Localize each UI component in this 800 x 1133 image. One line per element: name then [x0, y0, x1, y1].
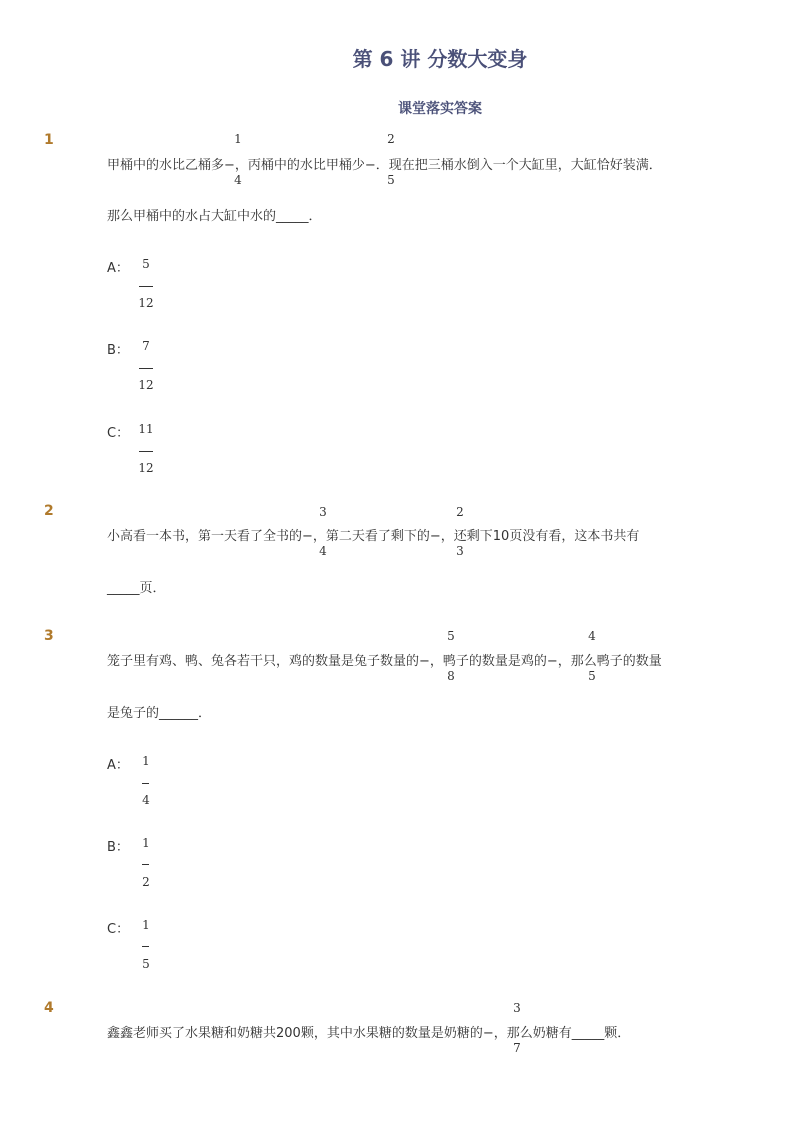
- option-label: C：: [107, 426, 130, 441]
- question-text: 小高看一本书，第一天看了全书的−，第二天看了剩下的−，还剩下10页没有看，这本书共有: [107, 529, 640, 544]
- fraction-numerator: 1: [234, 132, 242, 146]
- option-label: A：: [107, 261, 129, 276]
- option-label: A：: [107, 758, 129, 773]
- fraction-numerator: 5: [447, 629, 455, 643]
- fraction-numerator: 4: [588, 629, 596, 643]
- option-denominator: 4: [142, 793, 150, 807]
- fraction-denominator: 4: [234, 173, 242, 187]
- fraction-numerator: 2: [456, 505, 464, 519]
- question-text: 笼子里有鸡、鸭、兔各若干只，鸡的数量是兔子数量的−，鸭子的数量是鸡的−，那么鸭子的数量: [107, 654, 662, 669]
- question-number: 4: [44, 1000, 54, 1016]
- option-denominator: 2: [142, 875, 150, 889]
- fraction-bar: [139, 286, 153, 287]
- page-title: 第 6 讲 分数大变身: [352, 47, 528, 71]
- fraction-bar: [142, 946, 149, 947]
- option-denominator: 5: [142, 957, 150, 971]
- option-numerator: 1: [142, 754, 150, 768]
- option-label: B：: [107, 840, 129, 855]
- fraction-bar: [139, 368, 153, 369]
- question-text: _____页．: [107, 581, 166, 596]
- fraction-denominator: 5: [387, 173, 395, 187]
- question-number: 1: [44, 132, 54, 148]
- page-subtitle: 课堂落实答案: [398, 101, 482, 117]
- fraction-bar: [142, 864, 149, 865]
- fraction-bar: [142, 783, 149, 784]
- option-numerator: 11: [138, 422, 154, 436]
- option-numerator: 7: [142, 339, 150, 353]
- option-numerator: 5: [142, 257, 150, 271]
- question-text: 甲桶中的水比乙桶多−，丙桶中的水比甲桶少−．现在把三桶水倒入一个大缸里，大缸恰好装满．: [107, 158, 662, 173]
- question-text: 是兔子的______．: [107, 706, 212, 721]
- question-number: 3: [44, 628, 54, 644]
- fraction-numerator: 3: [513, 1001, 521, 1015]
- fraction-denominator: 7: [513, 1041, 521, 1055]
- option-denominator: 12: [138, 378, 154, 392]
- fraction-bar: [139, 451, 153, 452]
- fraction-denominator: 8: [447, 669, 455, 683]
- option-label: B：: [107, 343, 129, 358]
- question-number: 2: [44, 503, 54, 519]
- question-text: 那么甲桶中的水占大缸中水的_____．: [107, 209, 322, 224]
- fraction-denominator: 4: [319, 544, 327, 558]
- option-label: C：: [107, 922, 130, 937]
- question-text: 鑫鑫老师买了水果糖和奶糖共200颗，其中水果糖的数量是奶糖的−，那么奶糖有_____颗．: [107, 1026, 631, 1041]
- option-numerator: 1: [142, 918, 150, 932]
- option-numerator: 1: [142, 836, 150, 850]
- fraction-denominator: 3: [456, 544, 464, 558]
- fraction-numerator: 2: [387, 132, 395, 146]
- fraction-numerator: 3: [319, 505, 327, 519]
- option-denominator: 12: [138, 461, 154, 475]
- fraction-denominator: 5: [588, 669, 596, 683]
- option-denominator: 12: [138, 296, 154, 310]
